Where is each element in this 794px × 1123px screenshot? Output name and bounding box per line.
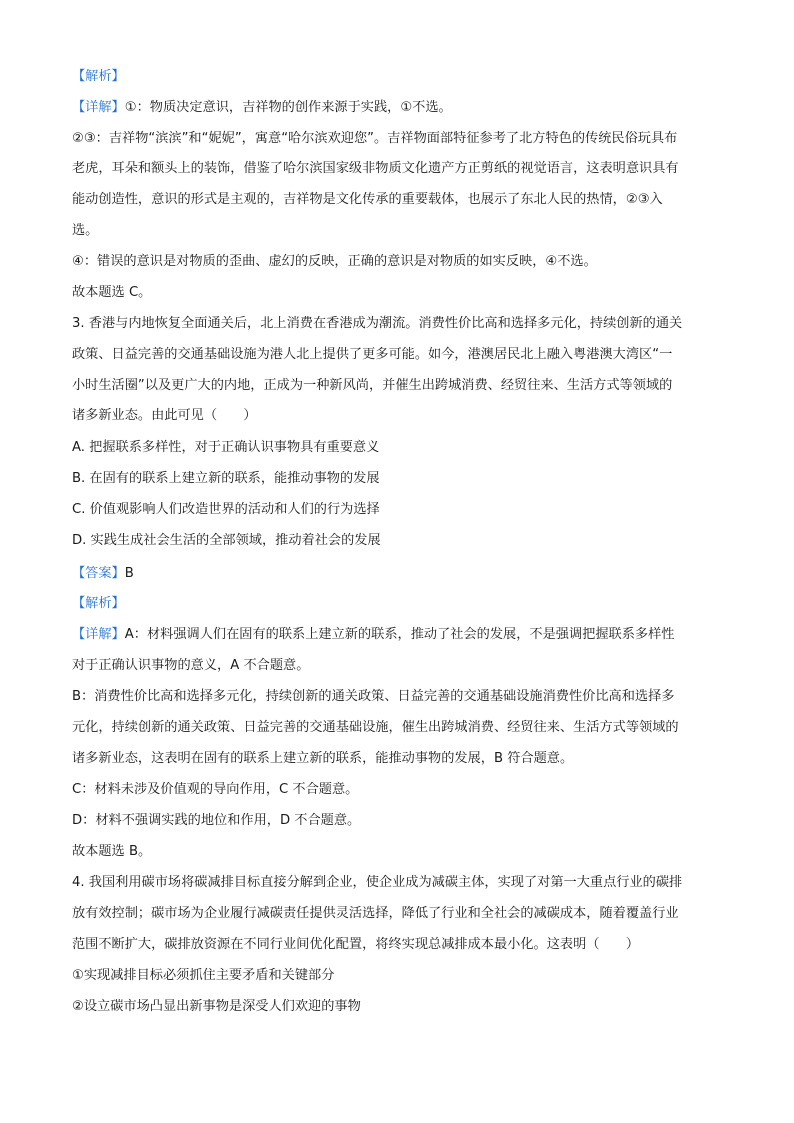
text-line: [72, 314, 724, 334]
section-label: 【答案】: [72, 566, 125, 581]
section-label: 【详解】: [72, 100, 125, 115]
line-text: D：材料不强调实践的地位和作用，D 不合题意。: [72, 813, 361, 828]
text-line: [72, 594, 724, 614]
line-text: 故本题选 C。: [72, 285, 152, 300]
section-label: 【详解】: [72, 627, 125, 642]
text-line: [72, 873, 724, 893]
text-line: [72, 749, 724, 769]
line-text: 诸多新业态。由此可见（ ）: [72, 408, 257, 423]
text-line: [72, 718, 724, 738]
line-text: ④：错误的意识是对物质的歪曲、虚幻的反映，正确的意识是对物质的如实反映，④不选。: [72, 254, 597, 269]
line-text: D. 实践生成社会生活的全部领域，推动着社会的发展: [72, 533, 381, 548]
line-text: ②③：吉祥物“滨滨”和“妮妮”，寓意“哈尔滨欢迎您”。吉祥物面部特征参考了北方特色的传统民俗玩具布: [72, 131, 678, 146]
line-text: 范围不断扩大，碳排放资源在不同行业间优化配置，将终实现总减排成本最小化。这表明（ ）: [72, 937, 640, 952]
text-line: [72, 842, 724, 862]
text-line: [72, 129, 724, 149]
line-text: ①实现减排目标必须抓住主要矛盾和关键部分: [72, 968, 335, 983]
line-text: ②设立碳市场凸显出新事物是深受人们欢迎的事物: [72, 999, 361, 1014]
text-line: [72, 966, 724, 986]
line-text: 政策、日益完善的交通基础设施为港人北上提供了更多可能。如今，港澳居民北上融入粤港澳大湾区“一: [72, 347, 673, 362]
line-text: B. 在固有的联系上建立新的联系，能推动事物的发展: [72, 471, 380, 486]
line-text: 故本题选 B。: [72, 844, 152, 859]
line-text: 元化，持续创新的通关政策、日益完善的交通基础设施，催生出跨城消费、经贸往来、生活方式等领域的: [72, 720, 679, 735]
text-line: [72, 159, 724, 179]
line-text: 对于正确认识事物的意义，A 不合题意。: [72, 658, 310, 673]
answer-line: [72, 564, 724, 584]
text-line: [72, 345, 724, 365]
section-label: 【解析】: [72, 596, 125, 611]
text-line: [72, 656, 724, 676]
option-b: [72, 469, 724, 489]
line-text: B: [124, 566, 134, 581]
option-a: [72, 438, 724, 458]
text-line: [72, 190, 724, 210]
text-line: [72, 904, 724, 924]
line-text: A. 把握联系多样性，对于正确认识事物具有重要意义: [72, 440, 380, 455]
text-line: [72, 780, 724, 800]
text-line: [72, 67, 724, 87]
text-line: [72, 625, 724, 645]
text-line: [72, 221, 724, 241]
text-line: [72, 283, 724, 303]
section-label: 【解析】: [72, 69, 125, 84]
line-text: 小时生活圈”以及更广大的内地，正成为一种新风尚，并催生出跨城消费、经贸往来、生活方式等领域的: [72, 378, 673, 393]
line-text: 诸多新业态，这表明在固有的联系上建立新的联系，能推动事物的发展，B 符合题意。: [72, 751, 574, 766]
line-text: B：消费性价比高和选择多元化，持续创新的通关政策、日益完善的交通基础设施消费性价比高和选择多: [72, 689, 675, 704]
text-line: [72, 252, 724, 272]
text-line: [72, 997, 724, 1017]
line-text: 老虎，耳朵和额头上的装饰，借鉴了哈尔滨国家级非物质文化遗产方正剪纸的视觉语言，这表明意识具有: [72, 161, 679, 176]
line-text: 能动创造性，意识的形式是主观的，吉祥物是文化传承的重要载体，也展示了东北人民的热情，②③入: [72, 192, 663, 207]
line-text: ①：物质决定意识，吉祥物的创作来源于实践，①不选。: [124, 100, 452, 115]
text-line: [72, 935, 724, 955]
text-line: [72, 406, 724, 426]
option-c: [72, 500, 724, 520]
text-line: [72, 687, 724, 707]
text-line: [72, 98, 724, 118]
option-d: [72, 531, 724, 551]
line-text: C. 价值观影响人们改造世界的活动和人们的行为选择: [72, 502, 380, 517]
text-line: [72, 376, 724, 396]
text-line: [72, 811, 724, 831]
line-text: 4. 我国利用碳市场将碳减排目标直接分解到企业，使企业成为减碳主体，实现了对第一大重点行业的碳排: [72, 875, 683, 890]
line-text: 3. 香港与内地恢复全面通关后，北上消费在香港成为潮流。消费性价比高和选择多元化，持续创新的通关: [72, 316, 683, 331]
line-text: A：材料强调人们在固有的联系上建立新的联系，推动了社会的发展，不是强调把握联系多样性: [124, 627, 675, 642]
line-text: C：材料未涉及价值观的导向作用，C 不合题意。: [72, 782, 359, 797]
line-text: 选。: [72, 223, 99, 238]
line-text: 放有效控制；碳市场为企业履行减碳责任提供灵活选择，降低了行业和全社会的减碳成本，随着覆盖行业: [72, 906, 679, 921]
